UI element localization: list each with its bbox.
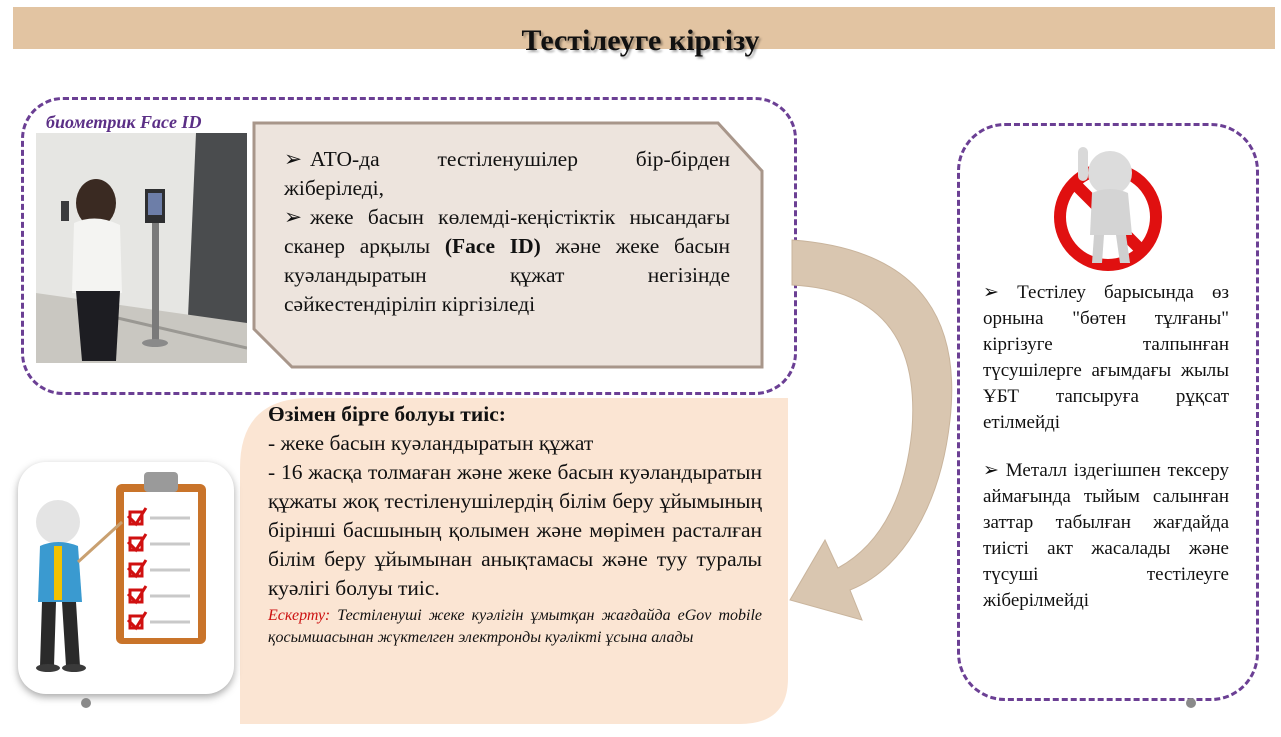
requirement-line-2: - 16 жасқа толмаған және жеке басын куәландыратын құжаты жоқ тестіленушілердің білім беру ұйымының бірінші басшының қолымен және мөрімен расталған білім беру ұйымынан анықтамасы және туу туралы куәлігі болуы тиіс. xyxy=(268,460,762,600)
restriction-item-1: Тестілеу барысында өз орнына "бөтен тұлғаны" кіргізуге талпынған түсушілерге ағымдағы жылы ҰБТ тапсыруға рұқсат етілмейді xyxy=(983,282,1229,433)
arrow-bullet-icon: ➢ xyxy=(983,460,999,481)
face-id-label: биометрик Face ID xyxy=(46,112,202,132)
note-text: Тестіленуші жеке куәлігін ұмытқан жағдайда eGov mobile қосымшасынан жүктелген электронды куәлікті ұсына алады xyxy=(268,607,762,646)
requirement-line-1: - жеке басын куәландыратын құжат xyxy=(268,431,594,455)
page-title: Тестілеуге кіргізу xyxy=(521,24,760,57)
requirements-heading: Өзімен бірге болуы тиіс: xyxy=(268,402,506,426)
face-id-photo xyxy=(36,133,247,363)
no-entry-icon xyxy=(1050,135,1170,275)
arrow-bullet-icon: ➢ xyxy=(284,205,303,229)
main-item-2b: және жеке басын куәландыратын құжат негізінде сәйкестендіріліп кіргізіледі xyxy=(284,234,730,316)
main-box-text xyxy=(284,145,730,319)
main-item-1: АТО-да тестіленушілер бір-бірден жіберіледі, xyxy=(284,147,730,200)
requirements-text xyxy=(268,400,762,649)
restrictions-text xyxy=(983,280,1229,636)
restriction-item-2: Металл іздегішпен тексеру аймағында тыйым салынған заттар табылған жағдайда тиісті акт жасалады және түсуші тестілеуге жіберілмейді xyxy=(983,460,1230,611)
note xyxy=(268,605,762,649)
checklist-icon xyxy=(18,462,234,694)
arrow-bullet-icon: ➢ xyxy=(284,147,303,171)
note-label: Ескерту: xyxy=(268,607,331,624)
checklist-card xyxy=(18,462,234,694)
main-item-2a: жеке басын көлемді-кеңістіктік нысандағы сканер арқылы xyxy=(284,205,730,258)
decor-dot-right xyxy=(1186,698,1196,708)
main-item-2-bold: (Face ID) xyxy=(444,234,541,258)
decor-dot-left xyxy=(81,698,91,708)
arrow-bullet-icon: ➢ xyxy=(983,282,999,303)
